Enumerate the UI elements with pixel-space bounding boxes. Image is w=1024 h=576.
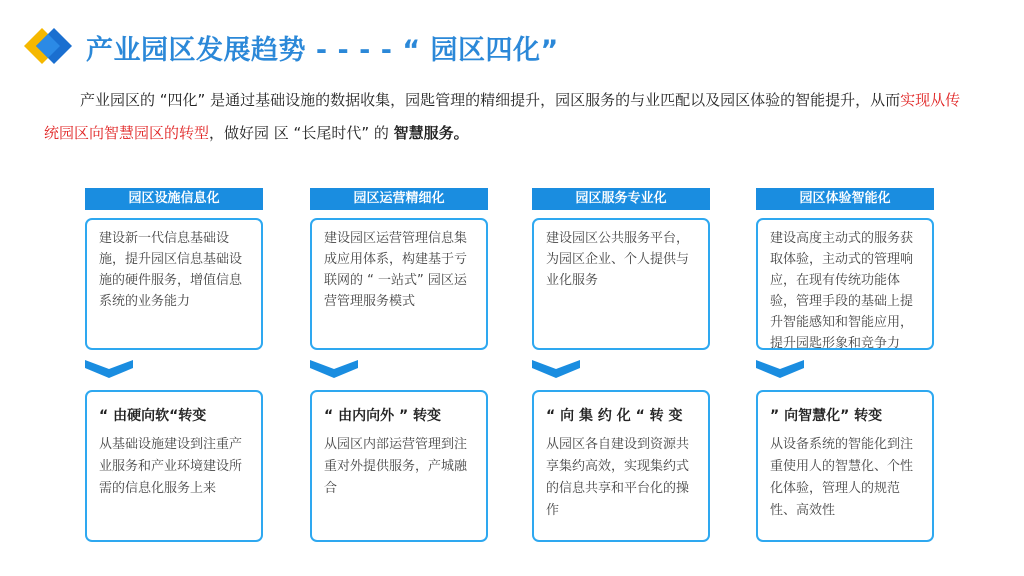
intro-text: 产业园区的 “四化” 是通过基础设施的数据收集，园匙管理的精细提升，园区服务的与业匹配以及园区体验的智能提升，从而	[80, 91, 901, 109]
page-title: 产业园区发展趋势 - - - - “ 园区四化”	[86, 35, 559, 66]
intro-text-2: ，做好园 区 “长尾时代” 的	[209, 124, 394, 142]
shift-title: ” 向智慧化” 转变	[770, 408, 883, 424]
column-operations	[310, 188, 488, 542]
chevron-down-icon	[310, 360, 358, 378]
shift-text: 从基础设施建设到注重产业服务和产业环境建设所需的信息化服务上来	[99, 437, 243, 496]
chevron-down-icon	[532, 360, 580, 378]
chevron-down-icon	[756, 360, 804, 378]
shift-title: “ 向 集 约 化 “ 转 变	[546, 408, 683, 424]
intro-highlight: 实现从传统园区向智慧园区的转型	[44, 91, 961, 142]
column-header: 园区服务专业化	[532, 188, 710, 210]
shift-box	[85, 390, 263, 542]
description-box: 建设园区公共服务平台，为园区企业、个人提供与业化服务	[532, 218, 710, 350]
intro-bold: 智慧服务。	[393, 124, 469, 142]
shift-box	[532, 390, 710, 542]
column-facilities	[85, 188, 263, 542]
column-header: 园区设施信息化	[85, 188, 263, 210]
description-box: 建设高度主动式的服务获取体验，主动式的管理响应，在现有传统功能体验，管理手段的基础上提升智能感知和智能应用，提升园匙形象和竞争力	[756, 218, 934, 350]
column-services	[532, 188, 710, 542]
column-experience	[756, 188, 934, 542]
logo-diamond-icon	[22, 26, 74, 66]
column-header: 园区运营精细化	[310, 188, 488, 210]
chevron-down-icon	[85, 360, 133, 378]
shift-title: “ 由硬向软“转变	[99, 408, 207, 424]
column-header: 园区体验智能化	[756, 188, 934, 210]
shift-box	[756, 390, 934, 542]
shift-text: 从园区各自建设到资源共享集约高效，实现集约式的信息共享和平台化的操作	[546, 437, 690, 518]
shift-text: 从园区内部运营管理到注重对外提供服务，产城融合	[324, 437, 468, 496]
intro-paragraph	[44, 84, 964, 150]
shift-text: 从设备系统的智能化到注重使用人的智慧化、个性化体验，管理人的规范性、高效性	[770, 437, 914, 518]
description-box: 建设新一代信息基础设施，提升园区信息基础设施的硬件服务，增值信息系统的业务能力	[85, 218, 263, 350]
shift-title: “ 由内向外 ” 转变	[324, 408, 442, 424]
description-box: 建设园区运营管理信息集成应用体系，构建基于亏联网的 “ 一站式” 园区运营管理服务模式	[310, 218, 488, 350]
shift-box	[310, 390, 488, 542]
